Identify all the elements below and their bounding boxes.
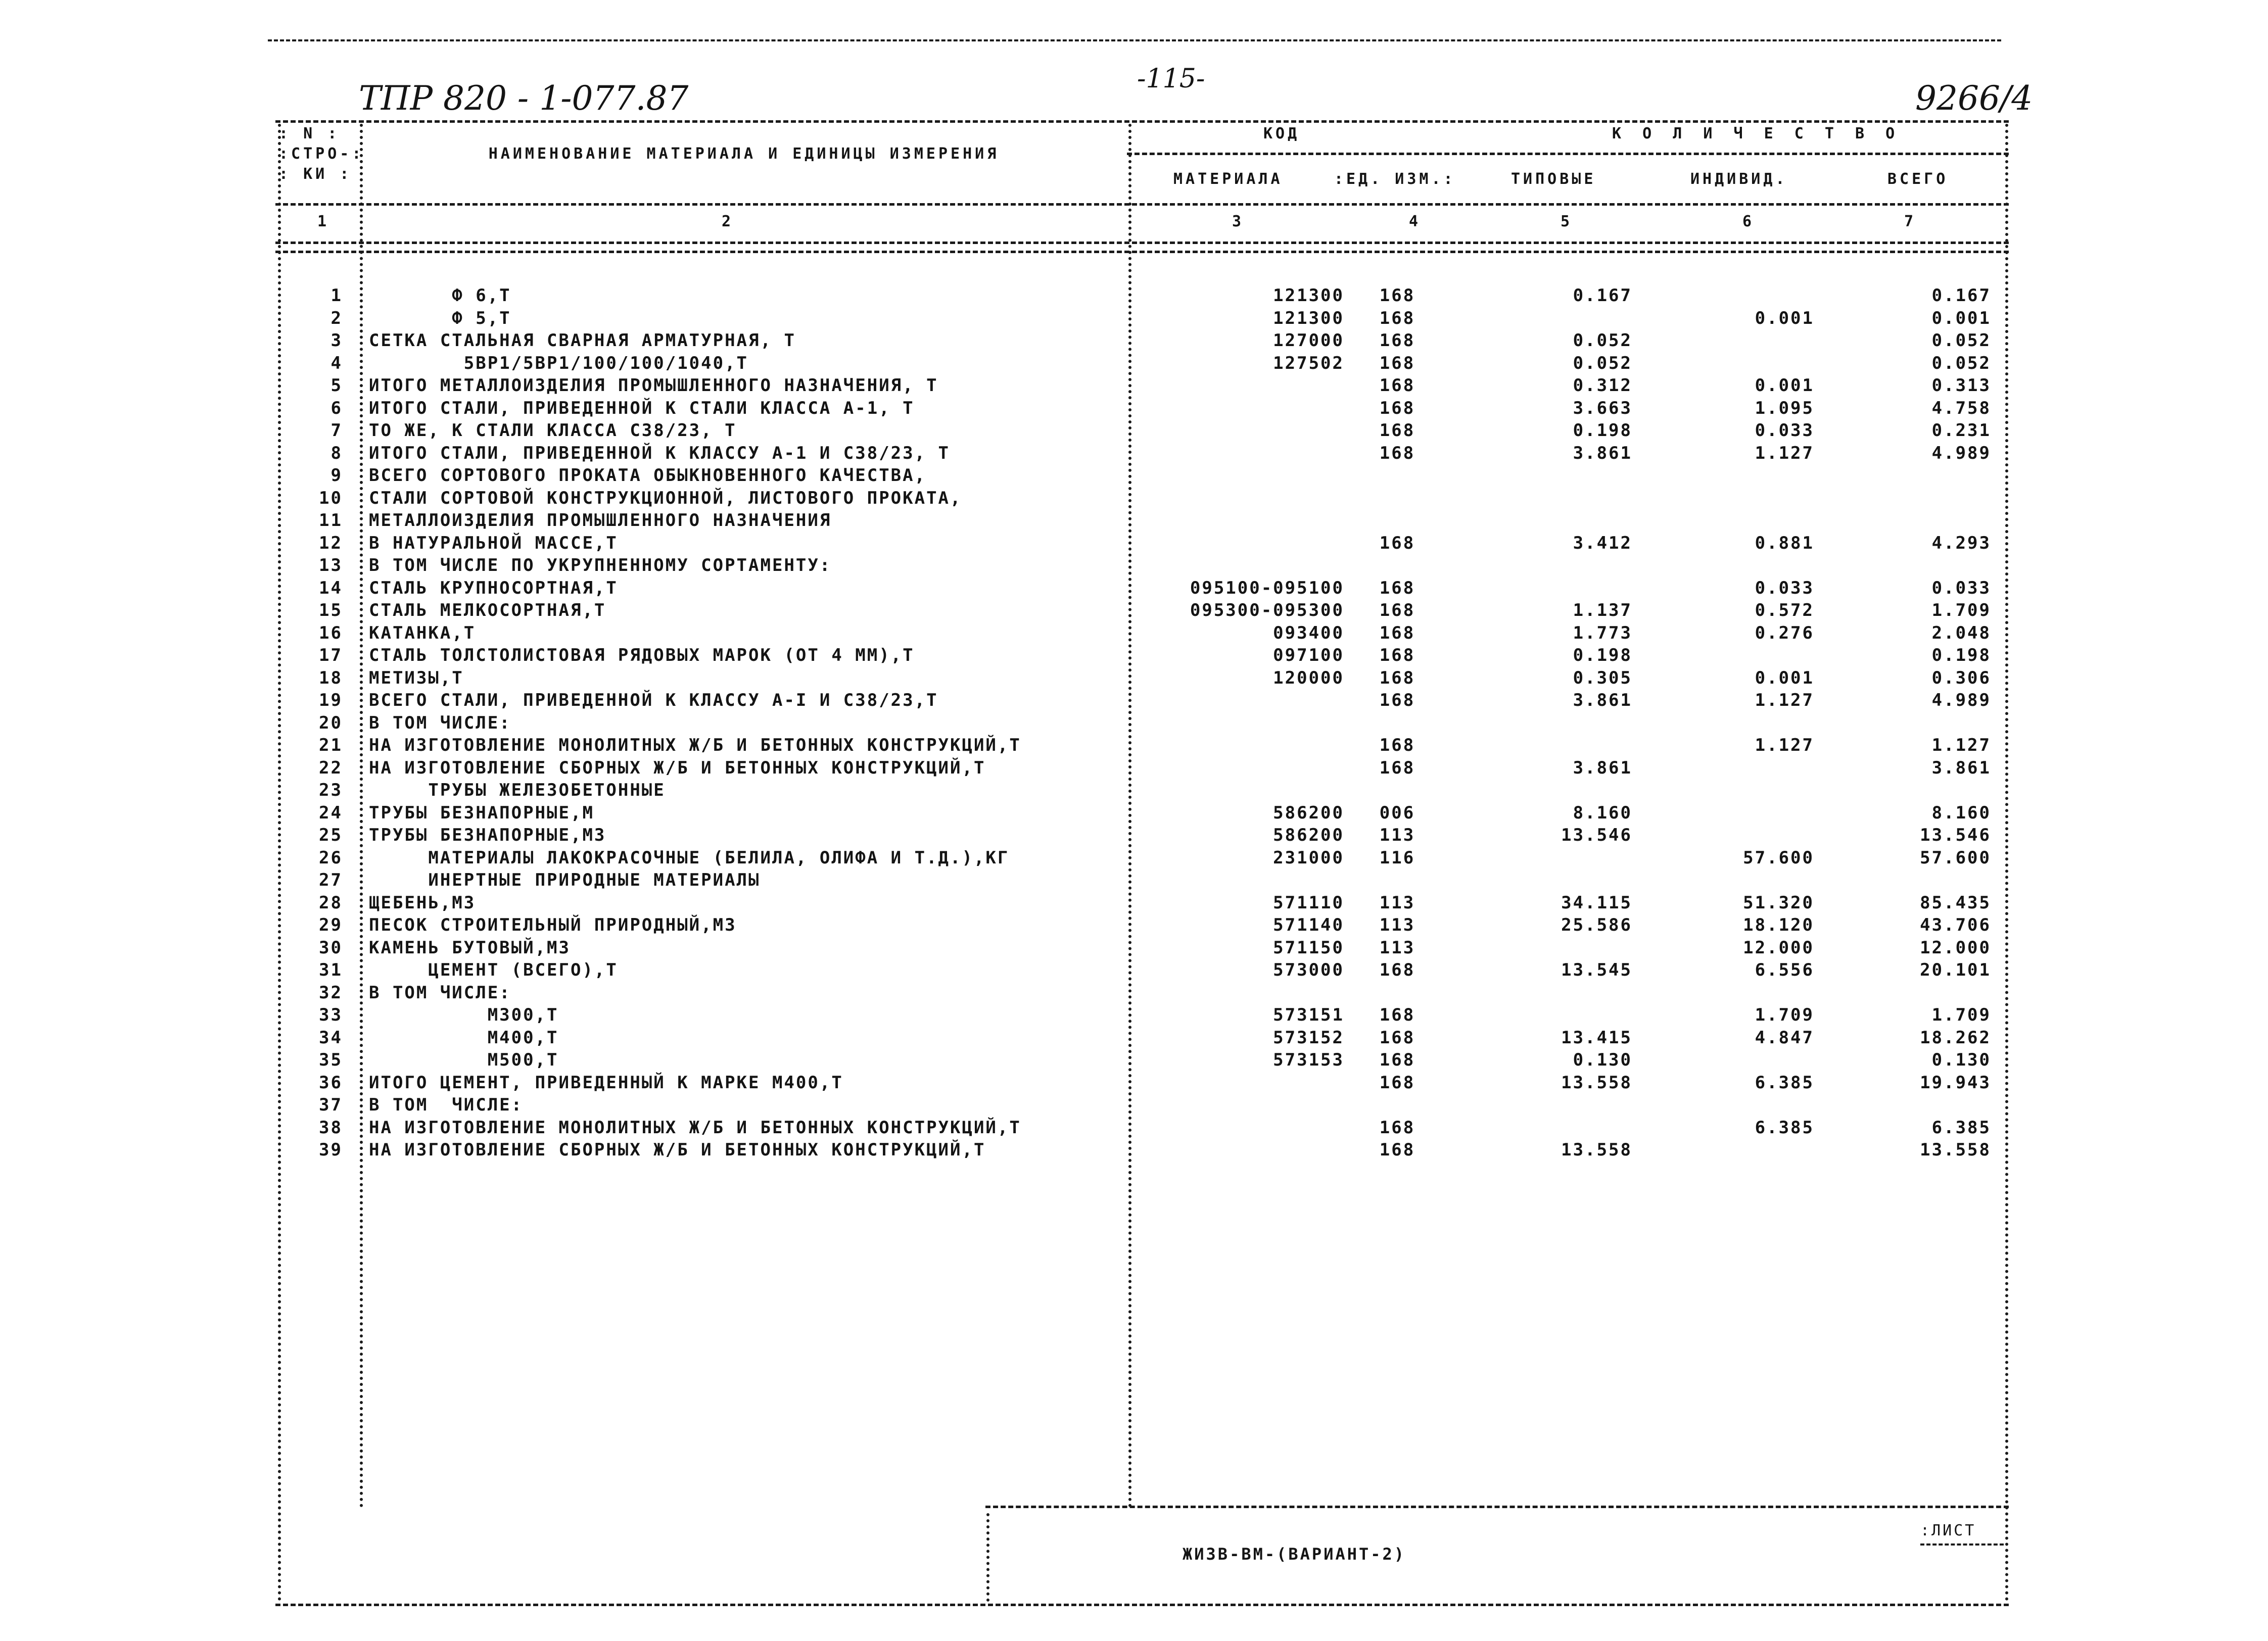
material-name-cell: НА ИЗГОТОВЛЕНИЕ МОНОЛИТНЫХ Ж/Б И БЕТОННЫХ КОНСТРУКЦИЙ,Т [369,735,1021,755]
total-qty-cell: 8.160 [1931,803,1991,823]
unit-code-cell: 168 [1379,600,1415,620]
unit-code-cell: 168 [1379,645,1415,665]
unit-code-cell: 168 [1379,1073,1415,1093]
material-name-cell: ИТОГО ЦЕМЕНТ, ПРИВЕДЕННЫЙ К МАРКЕ М400,Т [369,1073,843,1093]
name-code-separator [1128,124,1131,1508]
column-number-3: 3 [1232,213,1245,230]
column-number-6: 6 [1742,213,1755,230]
total-qty-cell: 0.306 [1931,668,1991,688]
typical-qty-cell: 13.415 [1561,1028,1632,1048]
material-name-cell: СТАЛЬ МЕЛКОСОРТНАЯ,Т [369,600,606,620]
material-name-cell: В НАТУРАЛЬНОЙ МАССЕ,Т [369,533,618,553]
typical-qty-cell: 13.545 [1561,960,1632,980]
individual-qty-cell: 18.120 [1743,915,1814,935]
table-bottom-rule [275,1604,2009,1606]
typical-qty-cell: 34.115 [1561,893,1632,913]
total-qty-cell: 3.861 [1931,758,1991,778]
column-number-7: 7 [1904,213,1917,230]
total-qty-cell: 2.048 [1931,623,1991,643]
row-number-cell: 36 [319,1073,343,1093]
row-number-cell: 4 [330,353,343,373]
row-number-cell: 20 [319,713,343,733]
material-code-cell: 120000 [1273,668,1344,688]
material-name-cell: МАТЕРИАЛЫ ЛАКОКРАСОЧНЫЕ (БЕЛИЛА, ОЛИФА И Т.Д.),КГ [369,848,1010,868]
material-name-cell: ЩЕБЕНЬ,М3 [369,893,476,913]
total-qty-cell: 0.052 [1931,353,1991,373]
unit-code-cell: 168 [1379,353,1415,373]
material-name-cell: ИТОГО СТАЛИ, ПРИВЕДЕННОЙ К КЛАССУ А-1 И С38/23, Т [369,443,951,463]
row-number-cell: 35 [319,1050,343,1070]
material-name-cell: ВСЕГО СОРТОВОГО ПРОКАТА ОБЫКНОВЕННОГО КАЧЕСТВА, [369,465,927,486]
column-number-1: 1 [317,213,330,230]
material-name-cell: М300,Т [369,1005,559,1025]
typical-qty-cell: 0.052 [1573,330,1632,351]
material-name-cell: 5ВР1/5ВР1/100/100/1040,Т [369,353,749,373]
row-number-cell: 13 [319,555,343,575]
column-number-2: 2 [721,213,734,230]
individual-qty-cell: 1.127 [1755,735,1814,755]
individual-qty-cell: 0.033 [1755,420,1814,441]
row-number-cell: 7 [330,420,343,441]
unit-code-cell: 168 [1379,1140,1415,1160]
material-code-cell: 586200 [1273,803,1344,823]
row-number-cell: 2 [330,308,343,328]
typical-qty-cell: 0.130 [1573,1050,1632,1070]
material-code-cell: 127000 [1273,330,1344,351]
sheet-label: :ЛИСТ [1920,1522,1976,1539]
individual-qty-cell: 0.001 [1755,375,1814,396]
individual-qty-cell: 0.881 [1755,533,1814,553]
row-number-cell: 17 [319,645,343,665]
row-number-cell: 19 [319,690,343,710]
material-name-cell: В ТОМ ЧИСЛЕ ПО УКРУПНЕННОМУ СОРТАМЕНТУ: [369,555,832,575]
material-name-cell: КАМЕНЬ БУТОВЫЙ,М3 [369,938,571,958]
typical-qty-cell: 25.586 [1561,915,1632,935]
total-qty-cell: 4.758 [1931,398,1991,418]
material-name-cell: ТРУБЫ ЖЕЛЕЗОБЕТОННЫЕ [369,780,666,800]
unit-code-cell: 168 [1379,375,1415,396]
material-code-cell: 231000 [1273,848,1344,868]
row-number-cell: 5 [330,375,343,396]
row-number-cell: 32 [319,983,343,1003]
material-code-cell: 573000 [1273,960,1344,980]
typical-qty-cell: 0.052 [1573,353,1632,373]
individual-qty-cell: 0.033 [1755,578,1814,598]
row-number-cell: 1 [330,285,343,306]
material-name-cell: М500,Т [369,1050,559,1070]
individual-qty-cell: 6.385 [1755,1118,1814,1138]
code-group-header: КОД [1263,125,1300,142]
row-number-cell: 12 [319,533,343,553]
sheet-reference: 9266/4 [1915,79,2033,118]
material-name-cell: Ф 6,Т [369,285,511,306]
material-code-cell: 586200 [1273,825,1344,845]
material-name-cell: В ТОМ ЧИСЛЕ: [369,713,511,733]
material-name-cell: ИТОГО СТАЛИ, ПРИВЕДЕННОЙ К СТАЛИ КЛАССА А-1, Т [369,398,915,418]
row-number-header-3: : КИ : [279,165,352,183]
material-code-cell: 095300-095300 [1190,600,1344,620]
typical-qty-cell: 8.160 [1573,803,1632,823]
unit-code-cell: 113 [1379,825,1415,845]
row-number-cell: 26 [319,848,343,868]
material-name-cell: СТАЛЬ КРУПНОСОРТНАЯ,Т [369,578,618,598]
row-number-cell: 21 [319,735,343,755]
row-number-header-1: : N : [279,125,340,142]
individual-qty-cell: 0.001 [1755,668,1814,688]
typical-qty-cell: 13.558 [1561,1140,1632,1160]
material-code-cell: 571150 [1273,938,1344,958]
row-number-cell: 11 [319,510,343,530]
total-quantity-header: ВСЕГО [1887,170,1949,188]
typical-quantity-header: ТИПОВЫЕ [1511,170,1596,188]
unit-code-cell: 006 [1379,803,1415,823]
row-number-cell: 33 [319,1005,343,1025]
total-qty-cell: 4.989 [1931,690,1991,710]
unit-code-cell: 168 [1379,420,1415,441]
material-name-cell: В ТОМ ЧИСЛЕ: [369,983,511,1003]
material-name-cell: НА ИЗГОТОВЛЕНИЕ СБОРНЫХ Ж/Б И БЕТОННЫХ КОНСТРУКЦИЙ,Т [369,1140,986,1160]
material-code-cell: 121300 [1273,308,1344,328]
total-qty-cell: 85.435 [1920,893,1991,913]
unit-code-cell: 168 [1379,398,1415,418]
material-name-cell: ТО ЖЕ, К СТАЛИ КЛАССА С38/23, Т [369,420,737,441]
unit-code-cell: 113 [1379,938,1415,958]
total-qty-cell: 57.600 [1920,848,1991,868]
material-name-cell: М400,Т [369,1028,559,1048]
unit-code-cell: 168 [1379,735,1415,755]
unit-code-cell: 168 [1379,1005,1415,1025]
header-subgroup-rule [1127,153,2009,155]
total-qty-cell: 43.706 [1920,915,1991,935]
material-name-cell: В ТОМ ЧИСЛЕ: [369,1095,524,1115]
row-number-cell: 10 [319,488,343,508]
name-column-header: НАИМЕНОВАНИЕ МАТЕРИАЛА И ЕДИНИЦЫ ИЗМЕРЕНИЯ [488,145,1000,163]
total-qty-cell: 0.001 [1931,308,1991,328]
typical-qty-cell: 3.663 [1573,398,1632,418]
material-name-cell: СЕТКА СТАЛЬНАЯ СВАРНАЯ АРМАТУРНАЯ, Т [369,330,796,351]
individual-qty-cell: 1.709 [1755,1005,1814,1025]
footer-left-separator [986,1513,989,1602]
material-code-cell: 571140 [1273,915,1344,935]
individual-qty-cell: 1.095 [1755,398,1814,418]
row-number-cell: 9 [330,465,343,486]
individual-qty-cell: 51.320 [1743,893,1814,913]
material-code-cell: 573152 [1273,1028,1344,1048]
row-number-cell: 31 [319,960,343,980]
row-number-cell: 38 [319,1118,343,1138]
row-number-cell: 30 [319,938,343,958]
row-number-separator [360,124,363,1508]
right-border [2005,124,2008,1602]
material-code-cell: 097100 [1273,645,1344,665]
total-qty-cell: 0.130 [1931,1050,1991,1070]
row-number-cell: 8 [330,443,343,463]
typical-qty-cell: 0.198 [1573,645,1632,665]
row-number-cell: 39 [319,1140,343,1160]
material-name-cell: КАТАНКА,Т [369,623,476,643]
unit-code-cell: 113 [1379,915,1415,935]
total-qty-cell: 13.546 [1920,825,1991,845]
material-name-cell: МЕТАЛЛОИЗДЕЛИЯ ПРОМЫШЛЕННОГО НАЗНАЧЕНИЯ [369,510,832,530]
header-bottom-rule [275,203,2009,206]
material-name-cell: ПЕСОК СТРОИТЕЛЬНЫЙ ПРИРОДНЫЙ,М3 [369,915,737,935]
total-qty-cell: 0.167 [1931,285,1991,306]
row-number-cell: 15 [319,600,343,620]
total-qty-cell: 4.989 [1931,443,1991,463]
row-number-cell: 18 [319,668,343,688]
material-code-cell: 571110 [1273,893,1344,913]
unit-code-cell: 168 [1379,960,1415,980]
typical-qty-cell: 0.198 [1573,420,1632,441]
unit-code-cell: 168 [1379,285,1415,306]
material-name-cell: СТАЛЬ ТОЛСТОЛИСТОВАЯ РЯДОВЫХ МАРОК (ОТ 4 ММ),Т [369,645,915,665]
material-name-cell: ВСЕГО СТАЛИ, ПРИВЕДЕННОЙ К КЛАССУ А-I И С38/23,Т [369,690,938,710]
material-code-cell: 127502 [1273,353,1344,373]
total-qty-cell: 1.127 [1931,735,1991,755]
row-number-cell: 6 [330,398,343,418]
material-name-cell: ИТОГО МЕТАЛЛОИЗДЕЛИЯ ПРОМЫШЛЕННОГО НАЗНАЧЕНИЯ, Т [369,375,938,396]
left-border [278,124,281,1602]
unit-code-cell: 113 [1379,893,1415,913]
row-number-cell: 28 [319,893,343,913]
unit-code-cell: 168 [1379,690,1415,710]
page-number: -115- [1137,64,1205,94]
row-number-cell: 27 [319,870,343,890]
total-qty-cell: 12.000 [1920,938,1991,958]
row-number-cell: 22 [319,758,343,778]
total-qty-cell: 1.709 [1931,600,1991,620]
row-number-cell: 24 [319,803,343,823]
unit-code-cell: 168 [1379,443,1415,463]
table-top-rule [275,120,2009,123]
typical-qty-cell: 1.137 [1573,600,1632,620]
unit-code-cell: 168 [1379,623,1415,643]
doc-code: ТПР 820 - 1-077.87 [359,79,689,118]
individual-qty-cell: 0.572 [1755,600,1814,620]
footer-block-top-rule [985,1506,2009,1508]
individual-qty-cell: 0.001 [1755,308,1814,328]
material-name-cell: ТРУБЫ БЕЗНАПОРНЫЕ,М3 [369,825,606,845]
material-name-cell: СТАЛИ СОРТОВОЙ КОНСТРУКЦИОННОЙ, ЛИСТОВОГО ПРОКАТА, [369,488,962,508]
quantity-group-header: К О Л И Ч Е С Т В О [1612,125,1901,142]
unit-code-cell: 168 [1379,578,1415,598]
material-name-cell: МЕТИЗЫ,Т [369,668,464,688]
sheet-label-rule [1920,1543,2004,1546]
material-name-cell: НА ИЗГОТОВЛЕНИЕ СБОРНЫХ Ж/Б И БЕТОННЫХ КОНСТРУКЦИЙ,Т [369,758,986,778]
total-qty-cell: 0.231 [1931,420,1991,441]
column-number-rule-2 [275,251,2009,253]
top-edge-line [268,39,2001,41]
typical-qty-cell: 3.861 [1573,443,1632,463]
material-code-cell: 095100-095100 [1190,578,1344,598]
total-qty-cell: 1.709 [1931,1005,1991,1025]
typical-qty-cell: 13.546 [1561,825,1632,845]
individual-qty-cell: 57.600 [1743,848,1814,868]
unit-code-cell: 116 [1379,848,1415,868]
total-qty-cell: 13.558 [1920,1140,1991,1160]
row-number-cell: 3 [330,330,343,351]
typical-qty-cell: 0.312 [1573,375,1632,396]
material-name-cell: ЦЕМЕНТ (ВСЕГО),Т [369,960,618,980]
typical-qty-cell: 3.861 [1573,690,1632,710]
row-number-cell: 29 [319,915,343,935]
typical-qty-cell: 3.412 [1573,533,1632,553]
individual-qty-cell: 6.556 [1755,960,1814,980]
material-code-cell: 573151 [1273,1005,1344,1025]
row-number-cell: 37 [319,1095,343,1115]
row-number-cell: 23 [319,780,343,800]
material-code-header: МАТЕРИАЛА [1173,170,1283,188]
row-number-cell: 34 [319,1028,343,1048]
total-qty-cell: 6.385 [1931,1118,1991,1138]
unit-code-cell: 168 [1379,1050,1415,1070]
total-qty-cell: 19.943 [1920,1073,1991,1093]
column-number-4: 4 [1408,213,1422,230]
unit-code-cell: 168 [1379,533,1415,553]
row-number-cell: 25 [319,825,343,845]
unit-code-cell: 168 [1379,330,1415,351]
unit-header: :ЕД. ИЗМ.: [1334,170,1456,188]
material-name-cell: НА ИЗГОТОВЛЕНИЕ МОНОЛИТНЫХ Ж/Б И БЕТОННЫХ КОНСТРУКЦИЙ,Т [369,1118,1021,1138]
total-qty-cell: 4.293 [1931,533,1991,553]
total-qty-cell: 20.101 [1920,960,1991,980]
column-number-5: 5 [1560,213,1573,230]
total-qty-cell: 18.262 [1920,1028,1991,1048]
individual-qty-cell: 12.000 [1743,938,1814,958]
individual-qty-cell: 1.127 [1755,690,1814,710]
unit-code-cell: 168 [1379,308,1415,328]
column-number-rule [275,242,2009,244]
total-qty-cell: 0.033 [1931,578,1991,598]
row-number-cell: 16 [319,623,343,643]
total-qty-cell: 0.198 [1931,645,1991,665]
total-qty-cell: 0.313 [1931,375,1991,396]
material-name-cell: ТРУБЫ БЕЗНАПОРНЫЕ,М [369,803,594,823]
material-code-cell: 121300 [1273,285,1344,306]
unit-code-cell: 168 [1379,668,1415,688]
individual-quantity-header: ИНДИВИД. [1690,170,1788,188]
individual-qty-cell: 0.276 [1755,623,1814,643]
material-code-cell: 093400 [1273,623,1344,643]
typical-qty-cell: 0.167 [1573,285,1632,306]
typical-qty-cell: 13.558 [1561,1073,1632,1093]
typical-qty-cell: 3.861 [1573,758,1632,778]
typical-qty-cell: 0.305 [1573,668,1632,688]
unit-code-cell: 168 [1379,1028,1415,1048]
individual-qty-cell: 4.847 [1755,1028,1814,1048]
individual-qty-cell: 1.127 [1755,443,1814,463]
unit-code-cell: 168 [1379,1118,1415,1138]
unit-code-cell: 168 [1379,758,1415,778]
material-name-cell: Ф 5,Т [369,308,511,328]
variant-label: ЖИЗВ-ВМ-(ВАРИАНТ-2) [1183,1545,1406,1564]
row-number-header-2: :СТРО-: [279,145,364,163]
material-name-cell: ИНЕРТНЫЕ ПРИРОДНЫЕ МАТЕРИАЛЫ [369,870,761,890]
individual-qty-cell: 6.385 [1755,1073,1814,1093]
material-code-cell: 573153 [1273,1050,1344,1070]
row-number-cell: 14 [319,578,343,598]
typical-qty-cell: 1.773 [1573,623,1632,643]
total-qty-cell: 0.052 [1931,330,1991,351]
